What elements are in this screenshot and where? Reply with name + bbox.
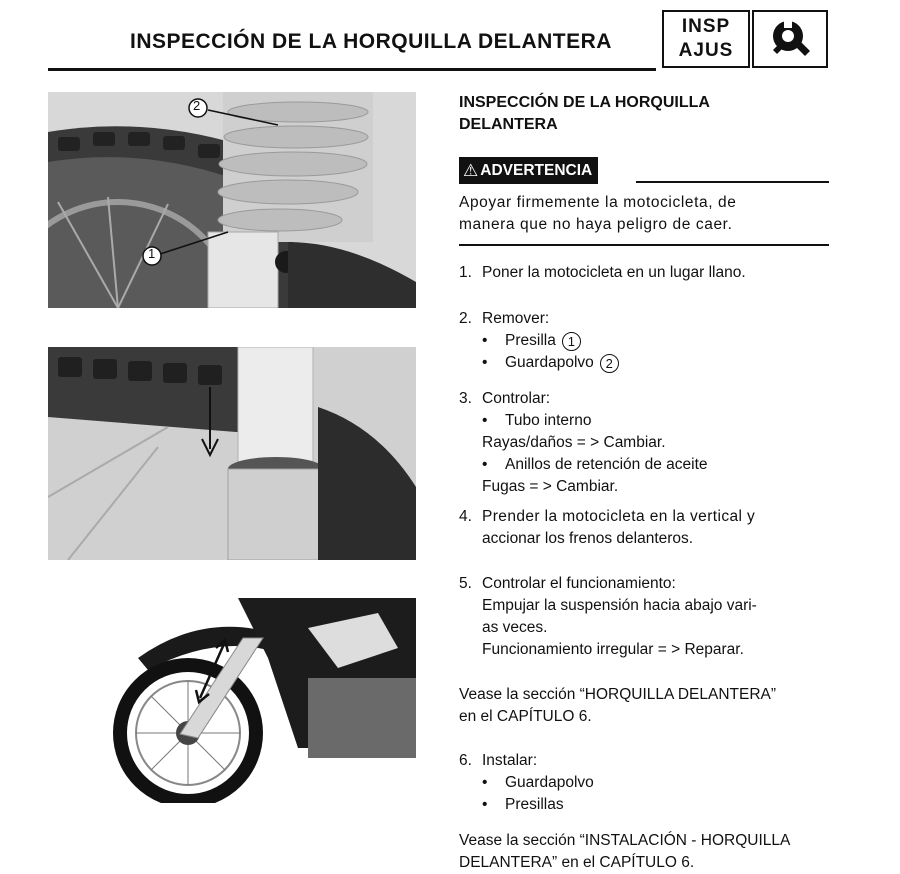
step-text: Empujar la suspensión hacia abajo vari- — [482, 597, 757, 614]
step-text: Remover: — [482, 310, 550, 327]
step-number: 1. — [459, 264, 472, 281]
step-text: Controlar: — [482, 390, 551, 407]
badge-line-1: INSP — [681, 16, 731, 37]
step-text: Poner la motocicleta en un lugar llano. — [482, 264, 746, 281]
list-item: • Presilla 1 — [459, 330, 829, 352]
insp-ajus-badge — [662, 10, 750, 68]
warning-rule-top — [636, 181, 829, 183]
step-number: 5. — [459, 575, 472, 592]
section-title-line-2: DELANTERA — [459, 116, 558, 133]
step-text: Instalar: — [482, 752, 538, 769]
step-5 — [459, 573, 829, 661]
list-item: • Tubo interno — [459, 410, 829, 432]
result-text: Fugas = > Cambiar. — [482, 478, 619, 495]
callout-1: 1 — [148, 246, 156, 261]
section-title-line-1: INSPECCIÓN DE LA HORQUILLA — [459, 94, 710, 111]
step-number: 4. — [459, 508, 472, 525]
step-text: accionar los frenos delanteros. — [482, 530, 694, 547]
list-item: • Guardapolvo 2 — [459, 352, 829, 374]
warning-text — [459, 192, 829, 236]
list-item: • Anillos de retención de aceite — [459, 454, 829, 476]
result-text: Funcionamiento irregular = > Reparar. — [482, 641, 744, 658]
step-number: 3. — [459, 390, 472, 407]
callout-2: 2 — [193, 98, 201, 113]
ref-circle: 1 — [562, 332, 581, 351]
warning-badge — [459, 157, 598, 184]
photo-motorcycle — [48, 598, 416, 803]
badge-line-2: AJUS — [678, 40, 734, 61]
step-number: 6. — [459, 752, 472, 769]
step-3 — [459, 388, 829, 498]
section-title — [459, 92, 829, 136]
ref-circle: 2 — [600, 354, 619, 373]
step-2 — [459, 308, 829, 374]
warning-line-1: Apoyar firmemente la motocicleta, de — [459, 194, 737, 211]
header-rule — [48, 68, 656, 71]
warning-line-2: manera que no haya peligro de caer. — [459, 216, 733, 233]
step-1 — [459, 262, 829, 284]
result-text: Rayas/daños = > Cambiar. — [482, 434, 666, 451]
step-text: as veces. — [482, 619, 548, 636]
warning-rule-bottom — [459, 244, 829, 246]
step-4 — [459, 506, 829, 550]
reference-2: Vease la sección “INSTALACIÓN - HORQUILLA DELANTERA” en el CAPÍTULO 6. — [459, 832, 791, 871]
step-text: Controlar el funcionamiento: — [482, 575, 676, 592]
list-item: • Presillas — [459, 794, 829, 816]
warning-icon: ⚠ — [463, 160, 479, 180]
step-number: 2. — [459, 310, 472, 327]
warning-label: ADVERTENCIA — [480, 161, 593, 179]
photo-inner-tube — [48, 347, 416, 560]
reference-1: Vease la sección “HORQUILLA DELANTERA” en el CAPÍTULO 6. — [459, 686, 777, 725]
list-item: • Guardapolvo — [459, 772, 829, 794]
step-6 — [459, 750, 829, 816]
step-text: Prender la motocicleta en la vertical y — [482, 508, 756, 525]
photo-fork-boot — [48, 92, 416, 308]
wrench-badge — [752, 10, 828, 68]
wrench-icon — [767, 16, 813, 62]
page-title: INSPECCIÓN DE LA HORQUILLA DELANTERA — [130, 30, 612, 53]
